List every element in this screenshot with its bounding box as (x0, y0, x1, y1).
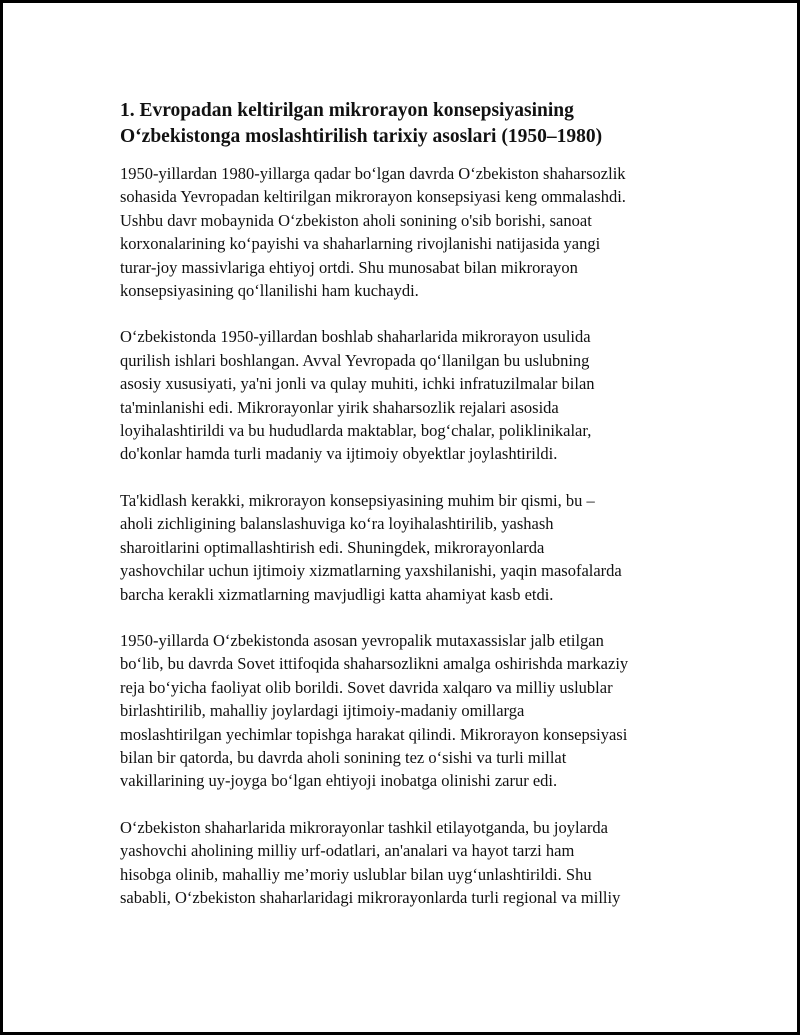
paragraph (120, 325, 700, 465)
paragraph-line: asosiy xususiyati, ya'ni jonli va qulay muhiti, ichki infratuzilmalar bilan (120, 374, 595, 394)
paragraph-line: aholi zichligining balanslashuviga ko‘ra loyihalashtirilib, yashash (120, 514, 554, 534)
paragraph (120, 489, 700, 606)
paragraph-line: sharoitlarini optimallashtirish edi. Shuningdek, mikrorayonlarda (120, 537, 545, 557)
paragraph-line: hisobga olinib, mahalliy me’moriy uslublar bilan uyg‘unlashtirildi. Shu (120, 864, 592, 884)
paragraph-line: bilan bir qatorda, bu davrda aholi sonining tez o‘sishi va turli millat (120, 747, 567, 767)
paragraph-line: konsepsiyasining qo‘llanilishi ham kuchaydi. (120, 281, 419, 301)
paragraph-line: barcha kerakli xizmatlarning mavjudligi katta ahamiyat kasb etdi. (120, 584, 554, 604)
paragraph-line: loyihalashtirildi va bu hududlarda maktablar, bog‘chalar, poliklinikalar, (120, 421, 592, 441)
paragraph-line: yashovchilar uchun ijtimoiy xizmatlarning yaxshilanishi, yaqin masofalarda (120, 561, 622, 581)
paragraph-line: Ta'kidlash kerakki, mikrorayon konsepsiyasining muhim bir qismi, bu – (120, 490, 595, 510)
paragraph-line: turar-joy massivlariga ehtiyoj ortdi. Shu munosabat bilan mikrorayon (120, 257, 578, 277)
paragraph (120, 816, 700, 910)
section-title (120, 98, 700, 150)
paragraph-line: qurilish ishlari boshlangan. Avval Yevropada qo‘llanilgan bu uslubning (120, 350, 590, 370)
paragraph-line: ta'minlanishi edi. Mikrorayonlar yirik shaharsozlik rejalari asosida (120, 397, 559, 417)
paragraph (120, 162, 700, 302)
paragraph-line: O‘zbekistonda 1950-yillardan boshlab shaharlarida mikrorayon usulida (120, 327, 591, 347)
paragraph (120, 629, 700, 793)
paragraph-line: sababli, O‘zbekiston shaharlaridagi mikrorayonlarda turli regional va milliy (120, 887, 621, 907)
section-title-line: 1. Evropadan keltirilgan mikrorayon konsepsiyasining (120, 100, 574, 121)
paragraph-line: reja bo‘yicha faoliyat olib borildi. Sovet davrida xalqaro va milliy uslublar (120, 677, 613, 697)
paragraph-line: bo‘lib, bu davrda Sovet ittifoqida shaharsozlikni amalga oshirishda markaziy (120, 654, 629, 674)
paragraph-line: 1950-yillarda O‘zbekistonda asosan yevropalik mutaxassislar jalb etilgan (120, 630, 604, 650)
paragraph-line: korxonalarining ko‘payishi va shaharlarning rivojlanishi natijasida yangi (120, 234, 601, 254)
paragraph-line: 1950-yillardan 1980-yillarga qadar bo‘lgan davrda O‘zbekiston shaharsozlik (120, 164, 626, 183)
section-title-line: O‘zbekistonga moslashtirilish tarixiy asoslari (1950–1980) (120, 126, 603, 147)
paragraph-line: yashovchi aholining milliy urf-odatlari, an'analari va hayot tarzi ham (120, 841, 575, 861)
paragraph-line: sohasida Yevropadan keltirilgan mikrorayon konsepsiyasi keng ommalashdi. (120, 187, 626, 207)
paragraph-line: Ushbu davr mobaynida O‘zbekiston aholi sonining o'sib borishi, sanoat (120, 210, 592, 230)
document-body (120, 98, 700, 932)
paragraph-line: birlashtirilib, mahalliy joylardagi ijtimoiy-madaniy omillarga (120, 701, 525, 721)
paragraph-line: do'konlar hamda turli madaniy va ijtimoiy obyektlar joylashtirildi. (120, 444, 558, 464)
paragraph-line: O‘zbekiston shaharlarida mikrorayonlar tashkil etilayotganda, bu joylarda (120, 817, 608, 837)
paragraph-line: moslashtirilgan yechimlar topishga harakat qilindi. Mikrorayon konsepsiyasi (120, 724, 628, 744)
paragraph-line: vakillarining uy-joyga bo‘lgan ehtiyoji inobatga olinishi zarur edi. (120, 771, 558, 791)
